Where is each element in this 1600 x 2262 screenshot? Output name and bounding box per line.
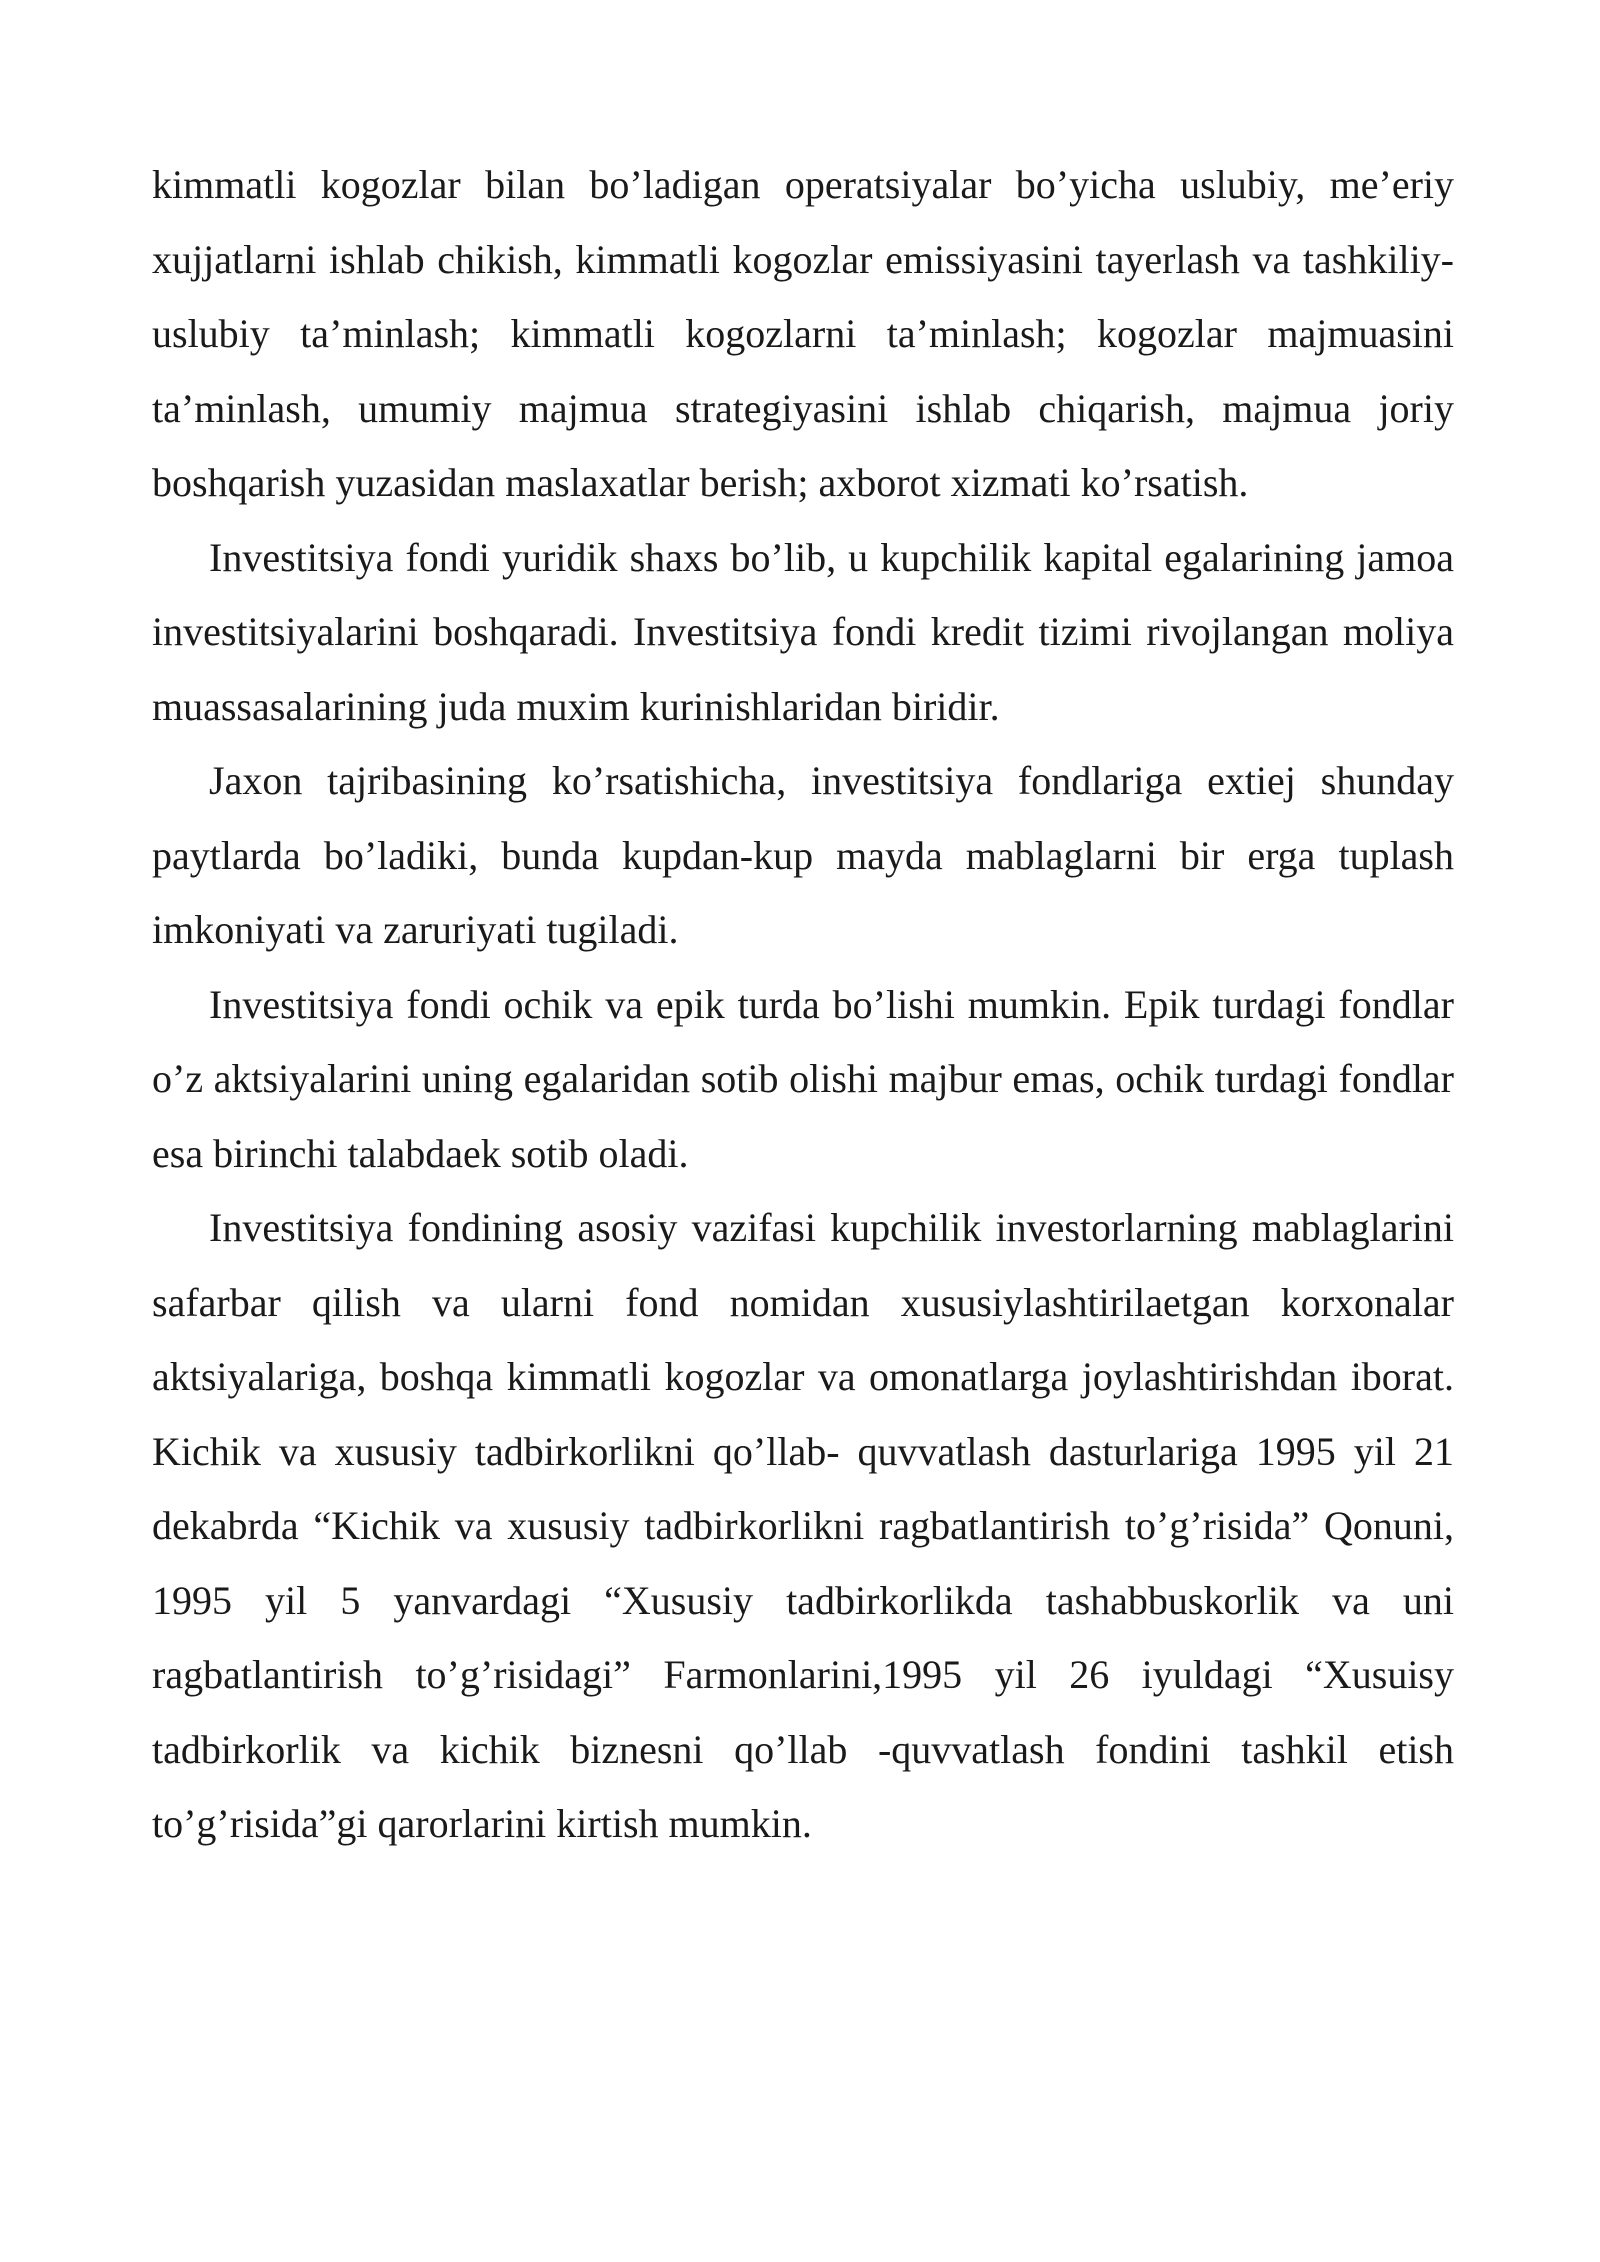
paragraph-fund-types: Investitsiya fondi ochik va epik turda bo’lishi mumkin. Epik turdagi fondlar o’z aktsiyalarini uning egalaridan sotib olishi majbur emas, ochik turdagi fondlar esa birinchi talabdaek sotib oladi. bbox=[152, 981, 1454, 1176]
paragraph-investment-fund-definition: Investitsiya fondi yuridik shaxs bo’lib, u kupchilik kapital egalarining jamoa investitsiyalarini boshqaradi. Investitsiya fondi kredit tizimi rivojlangan moliya muassasalarining juda muxim kurinishlaridan biridir. bbox=[152, 534, 1454, 729]
paragraph-continuation: kimmatli kogozlar bilan bo’ladigan operatsiyalar bo’yicha uslubiy, me’eriy xujjatlarni ishlab chikish, kimmatli kogozlar emissiyasini tayerlash va tashkiliy-uslubiy ta’minlash; kimmatli kogozlarni ta’minlash; kogozlar majmuasini ta’minlash, umumiy majmua strategiyasini ishlab chiqarish, majmua joriy boshqarish yuzasidan maslaxatlar berish; axborot xizmati ko’rsatish. bbox=[152, 162, 1454, 505]
paragraph-world-experience: Jaxon tajribasining ko’rsatishicha, investitsiya fondlariga extiej shunday paytlarda bo’ladiki, bunda kupdan-kup mayda mablaglarni bir erga tuplash imkoniyati va zaruriyati tugiladi. bbox=[152, 758, 1454, 952]
paragraph-fund-main-task: Investitsiya fondining asosiy vazifasi kupchilik investorlarning mablaglarini safarbar qilish va ularni fond nomidan xususiylashtirilaetgan korxonalar aktsiyalariga, boshqa kimmatli kogozlar va omonatlarga joylashtirishdan iborat. Kichik va xususiy tadbirkorlikni qo’llab- quvvatlash dasturlariga 1995 yil 21 dekabrda “Kichik va xususiy tadbirkorlikni ragbatlantirish to’g’risida” Qonuni, 1995 yil 5 yanvardagi “Xususiy tadbirkorlikda tashabbuskorlik va uni ragbatlantirish to’g’risidagi” Farmonlarini,1995 yil 26 iyuldagi “Xusuisy tadbirkorlik va kichik biznesni qo’llab -quvvatlash fondini tashkil etish to’g’risida”gi qarorlarini kirtish mumkin. bbox=[152, 1205, 1454, 1846]
document-page bbox=[152, 148, 1454, 1862]
